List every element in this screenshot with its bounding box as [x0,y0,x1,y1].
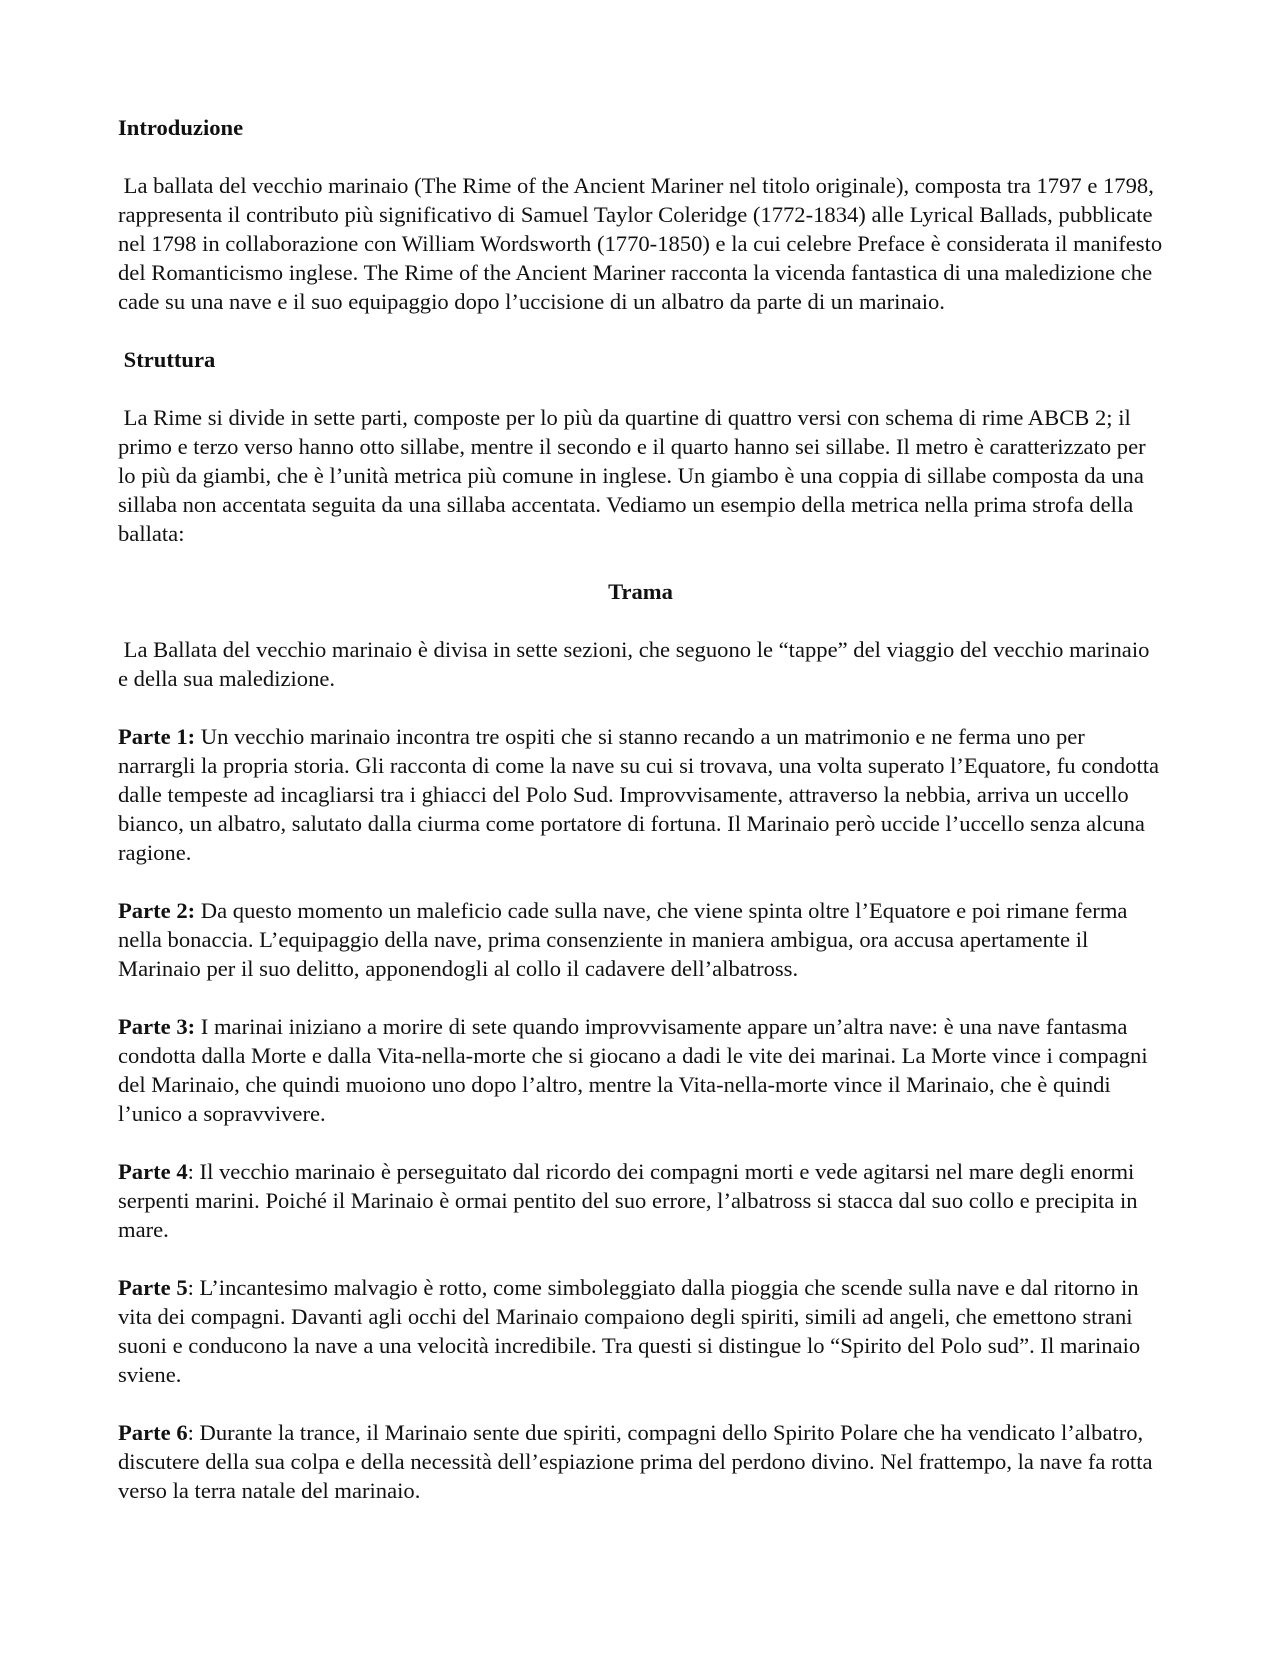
part-5-label: Parte 5 [118,1275,188,1300]
part-2-paragraph [118,896,1163,983]
part-2-label: Parte 2: [118,898,196,923]
part-1-label: Parte 1: [118,724,196,749]
spacer [118,867,1163,896]
document-body [118,113,1168,1505]
part-1-paragraph [118,722,1163,867]
part-4-text: : Il vecchio marinaio è perseguitato dal ricordo dei compagni morti e vede agitarsi nel mare degli enormi serpenti marini. Poiché il Marinaio è ormai pentito del suo errore, l’albatross si stacca dal suo collo e precipita in mare. [118,1159,1144,1242]
part-2-text: Da questo momento un maleficio cade sulla nave, che viene spinta oltre l’Equatore e poi rimane ferma nella bonaccia. L’equipaggio della nave, prima consenziente in maniera ambigua, ora accusa apertamente il Marinaio per il suo delitto, apponendogli al collo il cadavere dell’albatross. [118,898,1134,981]
spacer [118,374,1163,403]
heading-trama: Trama [608,579,673,604]
plot-paragraph: La Ballata del vecchio marinaio è divisa in sette sezioni, che seguono le “tappe” del viaggio del vecchio marinaio e della sua maledizione. [118,637,1156,691]
part-5-paragraph [118,1273,1163,1389]
spacer [118,693,1163,722]
spacer [118,606,1163,635]
heading-introduzione: Introduzione [118,115,244,140]
structure-paragraph: La Rime si divide in sette parti, composte per lo più da quartine di quattro versi con schema di rime ABCB 2; il primo e terzo verso hanno otto sillabe, mentre il secondo e il quarto hanno sei sillabe. Il metro è caratterizzato per lo più da giambi, che è l’unità metrica più comune in inglese. Un giambo è una coppia di sillabe composta da una sillaba non accentata seguita da una sillaba accentata. Vediamo un esempio della metrica nella prima strofa della ballata: [118,405,1152,546]
spacer [118,142,1163,171]
intro-paragraph: La ballata del vecchio marinaio (The Rime of the Ancient Mariner nel titolo originale), composta tra 1797 e 1798, rappresenta il contributo più significativo di Samuel Taylor Coleridge (1772-1834) alle Lyrical Ballads, pubblicate nel 1798 in collaborazione con William Wordsworth (1770-1850) e la cui celebre Preface è considerata il manifesto del Romanticismo inglese. The Rime of the Ancient Mariner racconta la vicenda fantastica di una maledizione che cade su una nave e il suo equipaggio dopo l’uccisione di un albatro da parte di un marinaio. [118,173,1168,314]
part-3-paragraph [118,1012,1163,1128]
part-6-paragraph [118,1418,1163,1505]
spacer [118,1244,1163,1273]
part-4-paragraph [118,1157,1163,1244]
part-4-label: Parte 4 [118,1159,188,1184]
part-3-text: I marinai iniziano a morire di sete quando improvvisamente appare un’altra nave: è una nave fantasma condotta dalla Morte e dalla Vita-nella-morte che si giocano a dadi le vite dei marinai. La Morte vince i compagni del Marinaio, che quindi muoiono uno dopo l’altro, mentre la Vita-nella-morte vince il Marinaio, che è quindi l’unico a sopravvivere. [118,1014,1154,1126]
spacer [118,316,1163,345]
part-1-text: Un vecchio marinaio incontra tre ospiti che si stanno recando a un matrimonio e ne ferma uno per narrargli la propria storia. Gli racconta di come la nave su cui si trovava, una volta superato l’Equatore, fu condotta dalle tempeste ad incagliarsi tra i ghiacci del Polo Sud. Improvvisamente, attraverso la nebbia, arriva un uccello bianco, un albatro, salutato dalla ciurma come portatore di fortuna. Il Marinaio però uccide l’uccello senza alcuna ragione. [118,724,1165,865]
spacer [118,1389,1163,1418]
spacer [118,983,1163,1012]
part-5-text: : L’incantesimo malvagio è rotto, come simboleggiato dalla pioggia che scende sulla nave e dal ritorno in vita dei compagni. Davanti agli occhi del Marinaio compaiono degli spiriti, simili ad angeli, che emettono strani suoni e conducono la nave a una velocità incredibile. Tra questi si distingue lo “Spirito del Polo sud”. Il marinaio sviene. [118,1275,1146,1387]
part-6-label: Parte 6 [118,1420,188,1445]
heading-struttura: Struttura [118,347,216,372]
spacer [118,548,1163,577]
part-3-label: Parte 3: [118,1014,196,1039]
part-6-text: : Durante la trance, il Marinaio sente due spiriti, compagni dello Spirito Polare che ha vendicato l’albatro, discutere della sua colpa e della necessità dell’espiazione prima del perdono divino. Nel frattempo, la nave fa rotta verso la terra natale del marinaio. [118,1420,1159,1503]
spacer [118,1128,1163,1157]
